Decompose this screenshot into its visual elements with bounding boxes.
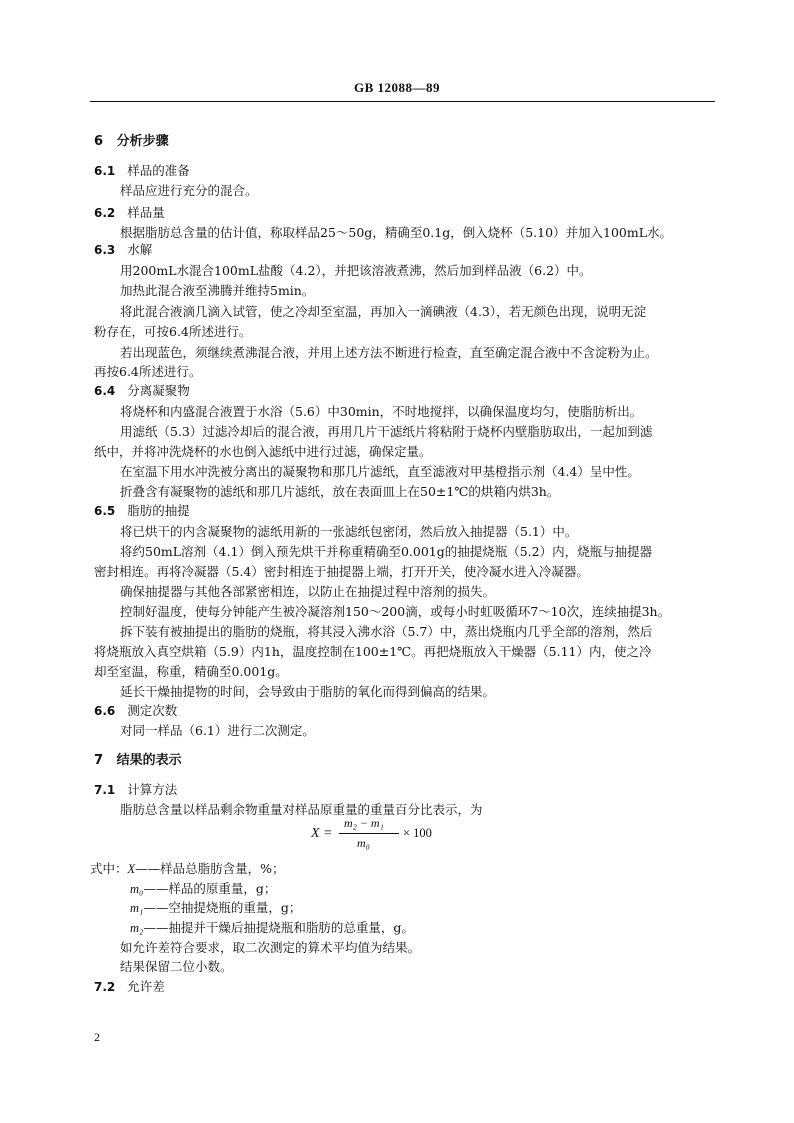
header-rule <box>90 101 715 102</box>
paragraph-line: 确保抽提器与其他各部紧密相连，以防止在抽提过程中溶剂的损失。 <box>120 584 496 599</box>
where-item: m₂——抽提并干燥后抽提烧瓶和脂肪的总重量，g。 <box>130 920 414 935</box>
paragraph-line: 结果保留二位小数。 <box>120 959 233 974</box>
section-6-2-heading: 6.2 样品量 <box>94 205 165 220</box>
paragraph-line: 折叠含有凝聚物的滤纸和那几片滤纸，放在表面皿上在50±1℃的烘箱内烘3h。 <box>120 484 560 499</box>
formula-denominator: m₀ <box>357 836 370 850</box>
paragraph-line: 如允许差符合要求，取二次测定的算术平均值为结果。 <box>120 940 421 955</box>
paragraph-line: 再按6.4所述进行。 <box>94 364 202 379</box>
section-7-1-heading: 7.1 计算方法 <box>94 782 178 797</box>
where-item: m₀——样品的原重量，g； <box>130 881 277 896</box>
paragraph-line: 延长干燥抽提物的时间，会导致由于脂肪的氧化而得到偏高的结果。 <box>120 684 496 699</box>
paragraph-line: 若出现蓝色，须继续煮沸混合液，并用上述方法不断进行检查，直至确定混合液中不含淀粉为止。 <box>120 345 658 360</box>
paragraph-line: 将烧瓶放入真空烘箱（5.9）内1h，温度控制在100±1℃。再把烧瓶放入干燥器（5.11）内，使之冷 <box>94 644 652 659</box>
formula-numerator: m₂ − m₁ <box>344 816 384 830</box>
fat-content-formula <box>311 814 471 854</box>
section-6-4-heading: 6.4 分离凝聚物 <box>94 383 190 398</box>
paragraph-line: 在室温下用水冲洗被分离出的凝聚物和那几片滤纸，直至滤液对甲基橙指示剂（4.4）呈中性。 <box>120 464 640 479</box>
paragraph-line: 将此混合液滴几滴入试管，使之冷却至室温，再加入一滴碘液（4.3），若无颜色出现，说明无淀 <box>120 304 647 319</box>
paragraph-line: 将约50mL溶剂（4.1）倒入预先烘干并称重精确至0.001g的抽提烧瓶（5.2）内，烧瓶与抽提器 <box>120 544 653 559</box>
section-6-5-heading: 6.5 脂肪的抽提 <box>94 503 190 518</box>
section-6-1-heading: 6.1 样品的准备 <box>94 163 190 178</box>
paragraph-line: 却至室温，称重，精确至0.001g。 <box>94 664 288 679</box>
paragraph-line: 粉存在，可按6.4所述进行。 <box>94 324 252 339</box>
formula-lhs: X = <box>311 826 333 841</box>
paragraph-line: 将已烘干的内含凝聚物的滤纸用新的一张滤纸包密闭，然后放入抽提器（5.1）中。 <box>120 524 578 539</box>
section-6-6-heading: 6.6 测定次数 <box>94 703 178 718</box>
paragraph-line: 脂肪总含量以样品剩余物重量对样品原重量的重量百分比表示，为 <box>120 802 483 817</box>
paragraph-line: 将烧杯和内盛混合液置于水浴（5.6）中30min，不时地搅拌，以确保温度均匀，使脂肪析出。 <box>120 404 643 419</box>
formula-multiplier: × 100 <box>403 826 432 840</box>
paragraph-line: 控制好温度，使每分钟能产生被冷凝溶剂150～200滴，或每小时虹吸循环7～10次，连续抽提3h。 <box>120 604 671 619</box>
paragraph-line: 用200mL水混合100mL盐酸（4.2），并把该溶液煮沸，然后加到样品液（6.2）中。 <box>120 263 592 278</box>
section-7-2-heading: 7.2 允许差 <box>94 979 165 994</box>
paragraph-line: 纸中，并将冲洗烧杯的水也倒入滤纸中进行过滤，确保定量。 <box>94 444 432 459</box>
standard-code-header: GB 12088—89 <box>353 80 441 95</box>
paragraph-line: 密封相连。再将冷凝器（5.4）密封相连于抽提器上端，打开开关，使冷凝水进入冷凝器。 <box>94 564 589 579</box>
fraction-bar <box>339 833 399 834</box>
paragraph-line: 用滤纸（5.3）过滤冷却后的混合液，再用几片干滤纸片将粘附于烧杯内壁脂肪取出，一起加到滤 <box>120 424 653 439</box>
paragraph-line: 对同一样品（6.1）进行二次测定。 <box>120 723 315 738</box>
page-number: 2 <box>94 1030 100 1044</box>
paragraph-line: 加热此混合液至沸腾并维持5min。 <box>120 283 315 298</box>
paragraph-line: 根据脂肪总含量的估计值，称取样品25～50g，精确至0.1g，倒入烧杯（5.10）并加入100mL水。 <box>120 225 673 240</box>
section-6-heading: 6 分析步骤 <box>94 134 169 149</box>
where-item: 式中：X——样品总脂肪含量，%； <box>90 861 285 876</box>
paragraph-line: 拆下装有被抽提出的脂肪的烧瓶，将其浸入沸水浴（5.7）中，蒸出烧瓶内几乎全部的溶剂，然后 <box>120 624 653 639</box>
paragraph-line: 样品应进行充分的混合。 <box>120 183 258 198</box>
where-item: m₁——空抽提烧瓶的重量，g； <box>130 900 302 915</box>
section-7-heading: 7 结果的表示 <box>94 753 182 768</box>
section-6-3-heading: 6.3 水解 <box>94 242 153 257</box>
